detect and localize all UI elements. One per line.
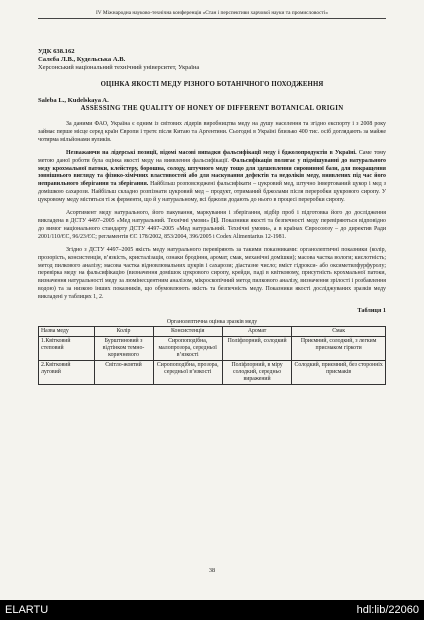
paragraph-2-bold-2: Фальсифікація полягає у підмішуванні до натурального меду крохмальної патоки, клейстеру, борошна, солоду, штучного меду тощо для здешевлення сировинної бази, для покращення зовнішнього вигляду та фізико-хімічних властивостей або для маскування дефектів та недоліків меду, виявлених під час його неправильного зберігання та зберігання. <box>38 157 386 188</box>
page-number: 38 <box>208 567 216 574</box>
authors-ua: Салєба Л.В., Кудельська А.В. <box>38 56 126 63</box>
table-row <box>39 361 386 385</box>
paragraph-2-bold: Незважаючи на лідерські позиції, відомі масові випадки фальсифікації меду і бджолопродуктів в Україні. <box>66 149 357 156</box>
title-ua: ОЦІНКА ЯКОСТІ МЕДУ РІЗНОГО БОТАНІЧНОГО ПОХОДЖЕННЯ <box>100 81 324 88</box>
table-cell: Світло-жовтий <box>94 361 153 385</box>
paragraph-3 <box>38 210 386 242</box>
paragraph-3-text-b: . Показники якості та безпечності меду перевіряються відповідно до вимог національного стандарту ДСТУ 4497–2005 «Мед натуральний. Технічні умови», а в країнах Євросоюзу – до директив Ради 2001/110/ЄС, 96/23/ЄС; регламентів ЄС 178/2002, 853/2004, 396/2005 і Codex Alimentarius 12-1981. <box>38 217 386 240</box>
table-header-cell: Аромат <box>222 327 291 337</box>
table-header-cell: Колір <box>94 327 153 337</box>
table-cell: Поліфлорний, солодкий <box>222 337 291 361</box>
table-label: Таблиця 1 <box>357 307 386 315</box>
paragraph-2-text-b: Найбільш розповсюджені фальсифікати – цукровий мед, штучно інвертований цукор і мед з домішкою сахарози. Найбільш складно розпізнати цукровий мед – продукт, отриманий бджолами після переробки цукрового сиропу. У цукровому меду містяться ті ж ферменти, що й у натуральному, всі бджоли додають до нього в процесі переробки сиропу. <box>38 181 386 204</box>
table-row <box>39 337 386 361</box>
table-caption: Органолептична оцінка зразків меду <box>166 319 258 326</box>
table-header-row <box>39 327 386 337</box>
table-header-cell: Назва меду <box>39 327 95 337</box>
affiliation: Херсонський національний технічний університет, Україна <box>38 64 200 71</box>
conference-header: IV Міжнародна науково-технічна конференція «Стан і перспективи харчової науки та промисловості» <box>95 10 329 16</box>
footer-handle-link[interactable]: hdl:lib/22060 <box>356 604 419 616</box>
paragraph-2 <box>38 150 386 205</box>
table-cell: Поліфлорний, в міру солодкий, середньо виражений <box>222 361 291 385</box>
table-cell: Бурштиновий з відтінком темно-коричневого <box>94 337 153 361</box>
footer-bar <box>0 600 424 620</box>
table-cell: 2.Квітковий луговий <box>39 361 95 385</box>
table-header-cell: Консистенція <box>153 327 222 337</box>
udk-code: УДК 638.162 <box>38 48 75 55</box>
table-cell: Приємний, солодкий, з легким присмаком гіркоти <box>292 337 386 361</box>
paragraph-3-text-a: Асортимент меду натурального, його пакування, маркування і зберігання, відбір проб і підготовка його до дослідження викладена в ДСТУ 4497–2005 «Мед натуральний. Технічні умови» <box>38 210 386 224</box>
header-rule <box>38 18 386 19</box>
table-header-cell: Смак <box>292 327 386 337</box>
article-body <box>38 121 386 302</box>
page-content <box>38 10 386 385</box>
title-en: ASSESSING THE QUALITY OF HONEY OF DIFFERENT BOTANICAL ORIGIN <box>80 105 344 112</box>
footer-repository-label: ELARTU <box>5 604 49 616</box>
table-cell: Сиропоподібна, прозора, середньої в’язкості <box>153 361 222 385</box>
paragraph-1: За даними ФАО, Україна є одним із світових лідерів виробництва меду на душу населення та згідно експорту і з 2008 року займає перше місце серед країн Європи і третє після Китаю та Аргентини. Сьогодні в Україні близько 400 тис. осіб доглядають за майже чотирма мільйонами вуликів. <box>38 121 386 143</box>
reference-1: [1] <box>211 217 218 224</box>
table-cell: 1.Квітковий степовий <box>39 337 95 361</box>
paragraph-2-text-a: Саме тому метою даної роботи була оцінка якості меду на виявлення фальсифікації. <box>38 149 386 164</box>
paragraph-4: Згідно з ДСТУ 4497–2005 якість меду натурального перевіряють за такими показниками: органолептичні показники (колір, прозорість, консистенція, в’язкість, кристалізація, ознаки бродіння, аромат, смак, механічні домішки); масова частка вологи; кислотність; метод пилкового аналізу; масова частка відновлювальних цукрів і сахарози; діастазне число; вміст гідрокси- або оксиметилфурфуролу; перевірка меду на фальсифікацію (визначення домішок цукрового сиропу, крейди, паді в квітковому, присутність крохмальної патоки, визначення натуральності меду за люмінесцентним аналізом, мікроскопічний метод пилкового аналізу, визначення зрілості і розбавлення водою) та за низкою інших показників, що обумовлюють якість та безпечність меду. Показники якості досліджуваних зразків меду викладені у таблицях 1, 2. <box>38 246 386 301</box>
table-cell: Солодкий, приємний, без сторонніх присмаків <box>292 361 386 385</box>
table-cell: Сиропоподібна, малопрозора, середньої в’язкості <box>153 337 222 361</box>
authors-en: Saleba L., Kudelskaya A. <box>38 97 109 104</box>
organoleptic-table <box>38 326 386 385</box>
